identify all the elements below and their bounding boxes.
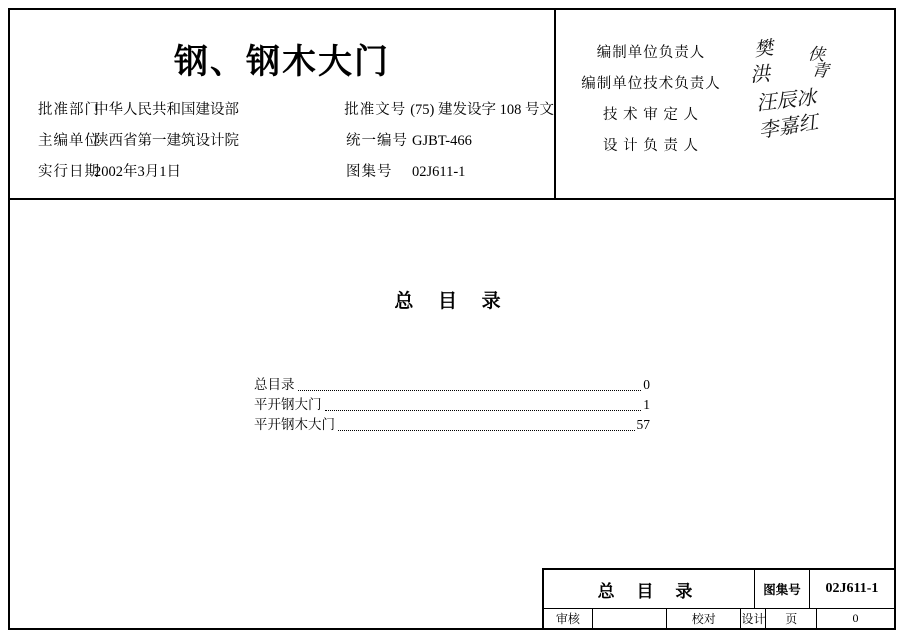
check-label: 校对 — [667, 609, 741, 628]
title-block — [542, 568, 896, 630]
metadata-row — [10, 129, 554, 160]
page-value: 0 — [852, 611, 859, 625]
design-leader-label: 设 计 负 责 人 — [603, 138, 699, 154]
atlas-number-value: 02J611-1 — [825, 581, 879, 596]
atlas-number-label: 图集号 — [346, 164, 393, 180]
contents-heading: 总 目 录 — [394, 290, 510, 312]
metadata-row — [10, 160, 554, 191]
signature-marks-area — [746, 98, 894, 129]
signature-marks-area — [746, 36, 894, 143]
contents-item-label: 总目录 — [254, 377, 295, 392]
page-label: 页 — [766, 609, 817, 628]
atlas-number-value: 02J611-1 — [412, 164, 466, 180]
leader-dots — [325, 400, 642, 411]
compiling-unit-leader-label: 编制单位负责人 — [596, 45, 706, 61]
handwritten-signature: 洪 — [749, 61, 771, 87]
signature-row — [556, 129, 894, 160]
list-item[interactable] — [254, 375, 650, 395]
effective-date-label: 实行日期 — [38, 164, 100, 180]
list-item[interactable] — [254, 395, 650, 415]
handwritten-signature: 汪辰冰 — [755, 84, 818, 116]
leader-dots — [298, 380, 642, 391]
signature-row — [556, 98, 894, 129]
handwritten-signature: 樊 — [752, 36, 775, 62]
approval-dept-label: 批准部门 — [38, 102, 100, 118]
approval-number-label: 批准文号 — [344, 102, 407, 118]
metadata-row — [10, 98, 554, 129]
contents-item-page: 0 — [643, 377, 650, 392]
leader-dots — [338, 420, 635, 431]
contents-item-label: 平开钢木大门 — [254, 417, 335, 432]
approval-dept-value: 中华人民共和国建设部 — [94, 102, 239, 118]
handwritten-signature: 青 — [810, 59, 830, 83]
atlas-number-label: 图集号 — [755, 570, 810, 608]
unified-number-value: GJBT-466 — [412, 133, 472, 149]
title-block-bottom-row — [544, 609, 894, 628]
metadata-grid — [10, 98, 554, 191]
handwritten-signature: 李嘉红 — [756, 109, 820, 143]
page-title: 钢、钢木大门 — [174, 42, 390, 82]
unified-number-label: 统一编号 — [346, 133, 408, 149]
contents-item-page: 1 — [643, 397, 650, 412]
list-item[interactable] — [254, 415, 650, 435]
signature-row — [556, 67, 894, 98]
signature-marks-area — [746, 129, 894, 160]
contents-list — [254, 375, 650, 435]
review-label: 审核 — [544, 609, 593, 628]
chief-editor-label: 主编单位 — [38, 133, 100, 149]
title-block-top-row — [544, 570, 894, 609]
contents-body — [10, 200, 894, 570]
contents-item-label: 平开钢大门 — [254, 397, 322, 412]
design-label: 设计 — [741, 609, 766, 628]
effective-date-value: 2002年3月1日 — [94, 164, 181, 180]
signature-table — [556, 36, 894, 160]
header-left-panel — [10, 10, 556, 198]
approval-number-value: (75) 建发设字 108 号文 — [410, 102, 554, 118]
drawing-title: 总 目 录 — [544, 570, 755, 608]
review-value — [593, 609, 667, 628]
signature-panel — [556, 10, 894, 198]
drawing-sheet-border — [8, 8, 896, 630]
handwritten-signature: 侠 — [806, 44, 826, 66]
chief-editor-value: 陕西省第一建筑设计院 — [94, 133, 239, 149]
contents-item-page: 57 — [636, 417, 650, 432]
compiling-unit-tech-leader-label: 编制单位技术负责人 — [581, 76, 721, 92]
signature-marks-area — [746, 67, 894, 98]
technical-approver-label: 技 术 审 定 人 — [603, 107, 699, 123]
title-header-band — [10, 10, 894, 200]
